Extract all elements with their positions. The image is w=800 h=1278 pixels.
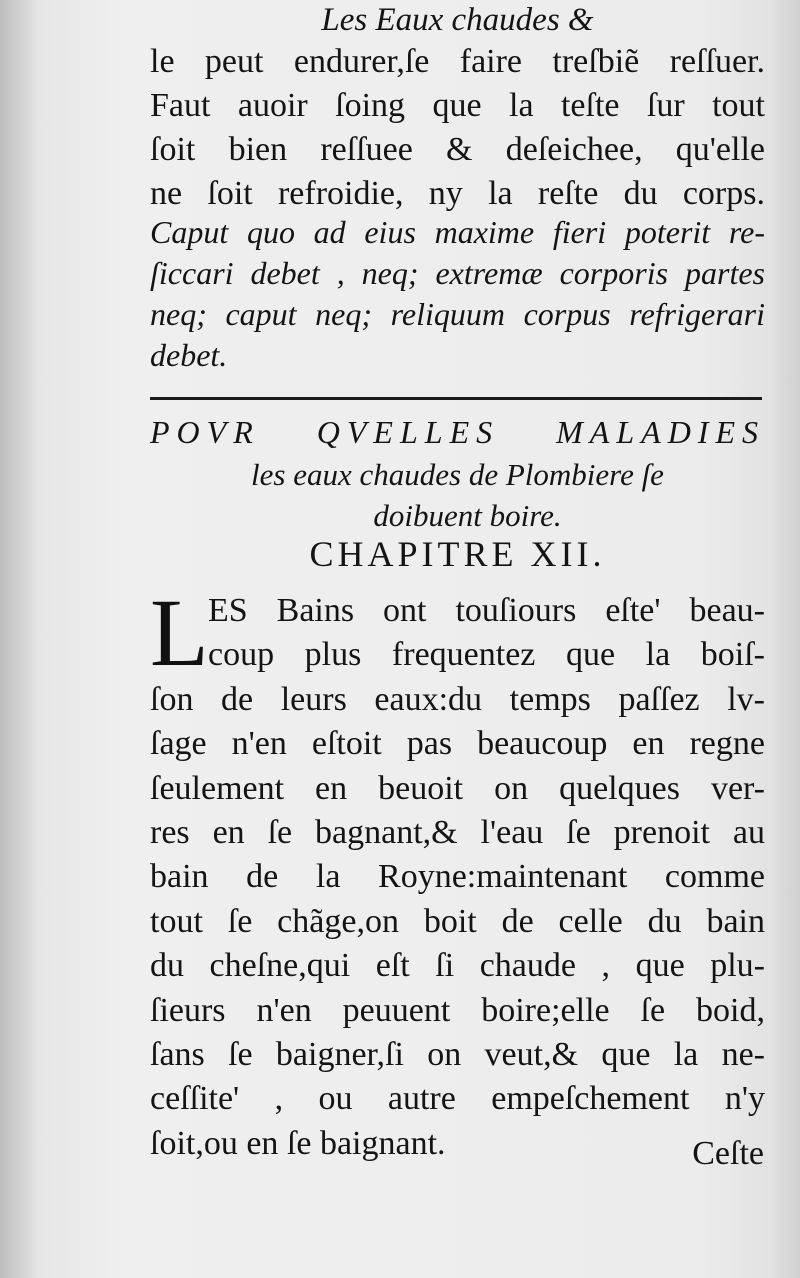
- chapter-title: CHAPITRE XII.: [309, 534, 606, 574]
- catchword: Ceſte: [692, 1135, 764, 1172]
- running-head: Les Eaux chaudes &: [321, 2, 594, 38]
- section-heading-line-2: les eaux chaudes de Plombiere ſe: [251, 457, 664, 492]
- body-line: tout ſe chãge,on boit de celle du bain: [150, 902, 765, 940]
- body-line: ſon de leurs eaux:du temps paſſez lv-: [150, 680, 765, 718]
- text-line: ne ſoit refroidie, ny la reſte du corps.: [150, 175, 765, 212]
- chapter-body: [150, 579, 765, 1166]
- quote-line: neq; caput neq; reliquum corpus refrigerari: [150, 296, 765, 332]
- body-line: ſoit,ou en ſe baignant.: [150, 1124, 446, 1162]
- body-line: ſans ſe baigner,ſi on veut,& que la ne-: [150, 1035, 765, 1073]
- top-paragraph: [150, 40, 765, 216]
- quote-line: Caput quo ad eius maxime fieri poterit re-: [150, 214, 765, 250]
- text-line: Faut auoir ſoing que la teſte ſur tout: [150, 87, 765, 124]
- body-line: ſage n'en eſtoit pas beaucoup en regne: [150, 725, 765, 763]
- body-line: coup plus frequentez que la boiſ-: [208, 636, 765, 674]
- section-heading-line-3: doibuent boire.: [373, 498, 562, 533]
- quote-line: ſiccari debet , neq; extremæ corporis partes: [150, 255, 765, 291]
- body-line: bain de la Royne:maintenant comme: [150, 858, 765, 896]
- quote-line: debet.: [150, 337, 228, 373]
- body-line: ceſſite' , ou autre empeſchement n'y: [150, 1080, 765, 1118]
- text-line: ſoit bien reſſuee & deſeichee, qu'elle: [150, 131, 765, 168]
- section-divider: [150, 397, 762, 400]
- body-line: ſieurs n'en peuuent boire;elle ſe boid,: [150, 991, 765, 1029]
- section-heading-line-1: POVR QVELLES MALADIES: [150, 414, 765, 450]
- text-line: le peut endurer,ſe faire treſbiẽ reſſuer.: [150, 43, 765, 80]
- latin-quote: [150, 212, 765, 376]
- body-line: du cheſne,qui eſt ſi chaude , que plu-: [150, 947, 765, 985]
- body-line: ES Bains ont touſiours eſte' beau-: [208, 592, 765, 629]
- body-line: ſeulement en beuoit on quelques ver-: [150, 769, 765, 807]
- body-line: res en ſe bagnant,& l'eau ſe prenoit au: [150, 813, 765, 851]
- drop-cap: L: [150, 579, 209, 686]
